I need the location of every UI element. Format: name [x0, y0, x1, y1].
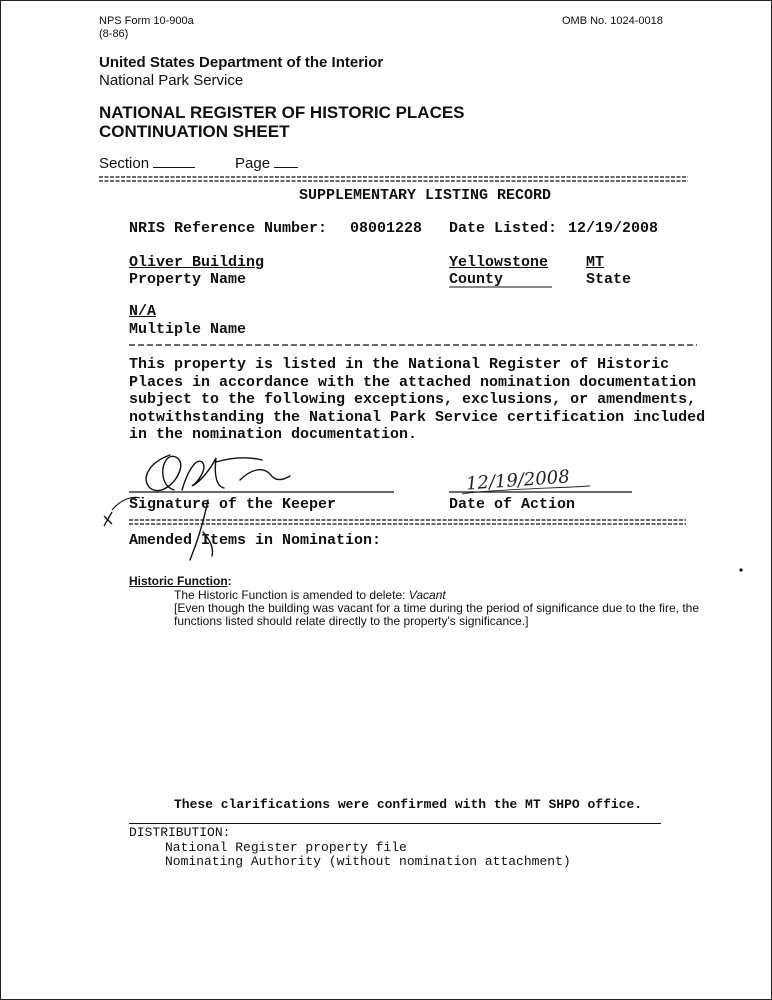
- statement-line: subject to the following exceptions, exclusions, or amendments,: [129, 391, 697, 408]
- statement-line: Places in accordance with the attached nomination documentation: [129, 373, 697, 391]
- section-label: Section: [99, 155, 150, 172]
- nris-value: 08001228: [350, 220, 423, 237]
- date-listed-label: Date Listed:: [449, 220, 558, 237]
- state-value: MT: [586, 254, 605, 271]
- distribution-item: National Register property file: [165, 840, 407, 855]
- historic-function-heading: [129, 574, 232, 588]
- department-name: United States Department of the Interior: [99, 54, 384, 71]
- record-title: SUPPLEMENTARY LISTING RECORD: [299, 187, 552, 204]
- date-listed-value: 12/19/2008: [568, 220, 659, 237]
- multiple-name-value: N/A: [129, 303, 157, 320]
- amendment-line2: [Even though the building was vacant for a time during the period of significance due to the fire, the: [174, 601, 699, 615]
- page-label: Page: [235, 155, 271, 172]
- nris-label: NRIS Reference Number:: [129, 220, 328, 237]
- historic-function-heading-text: Historic Function: [129, 574, 228, 588]
- property-name-value: Oliver Building: [129, 254, 265, 271]
- county-label: County: [449, 271, 504, 288]
- state-label: State: [586, 271, 632, 288]
- property-name-label: Property Name: [129, 271, 247, 288]
- listing-statement: [129, 356, 729, 444]
- clarification-note: These clarifications were confirmed with the MT SHPO office.: [174, 797, 643, 812]
- form-number: NPS Form 10-900a: [99, 15, 194, 27]
- statement-line: This property is listed in the National Register of Historic: [129, 356, 670, 373]
- handwritten-date: 12/19/2008: [465, 466, 571, 495]
- service-name: National Park Service: [99, 72, 244, 89]
- statement-line: notwithstanding the National Park Service certification included: [129, 408, 706, 426]
- distribution-rule: [129, 823, 661, 824]
- distribution-item: Nominating Authority (without nomination attachment): [165, 854, 571, 869]
- heading-colon: :: [227, 574, 232, 588]
- signature-label: Signature of the Keeper: [129, 496, 337, 513]
- form-date: (8-86): [99, 28, 129, 40]
- amended-items-label: Amended Items in Nomination:: [129, 532, 382, 549]
- county-value: Yellowstone: [449, 254, 549, 271]
- page-title-line1: NATIONAL REGISTER OF HISTORIC PLACES: [99, 103, 465, 122]
- amendment-line3: functions listed should relate directly to the property's significance.]: [174, 614, 529, 628]
- page-blank: [274, 155, 298, 168]
- multiple-name-label: Multiple Name: [129, 321, 247, 338]
- omb-number: OMB No. 1024-0018: [562, 15, 663, 27]
- statement-line: in the nomination documentation.: [129, 426, 418, 443]
- page-title-line2: CONTINUATION SHEET: [99, 122, 290, 141]
- amendment-line1-value: Vacant: [408, 588, 446, 602]
- amendment-line1-prefix: The Historic Function is amended to delete:: [174, 588, 406, 602]
- section-blank: [153, 155, 195, 168]
- page-field: [235, 155, 298, 172]
- section-field: [99, 155, 195, 172]
- distribution-label: DISTRIBUTION:: [129, 825, 231, 840]
- date-of-action-label: Date of Action: [449, 496, 576, 513]
